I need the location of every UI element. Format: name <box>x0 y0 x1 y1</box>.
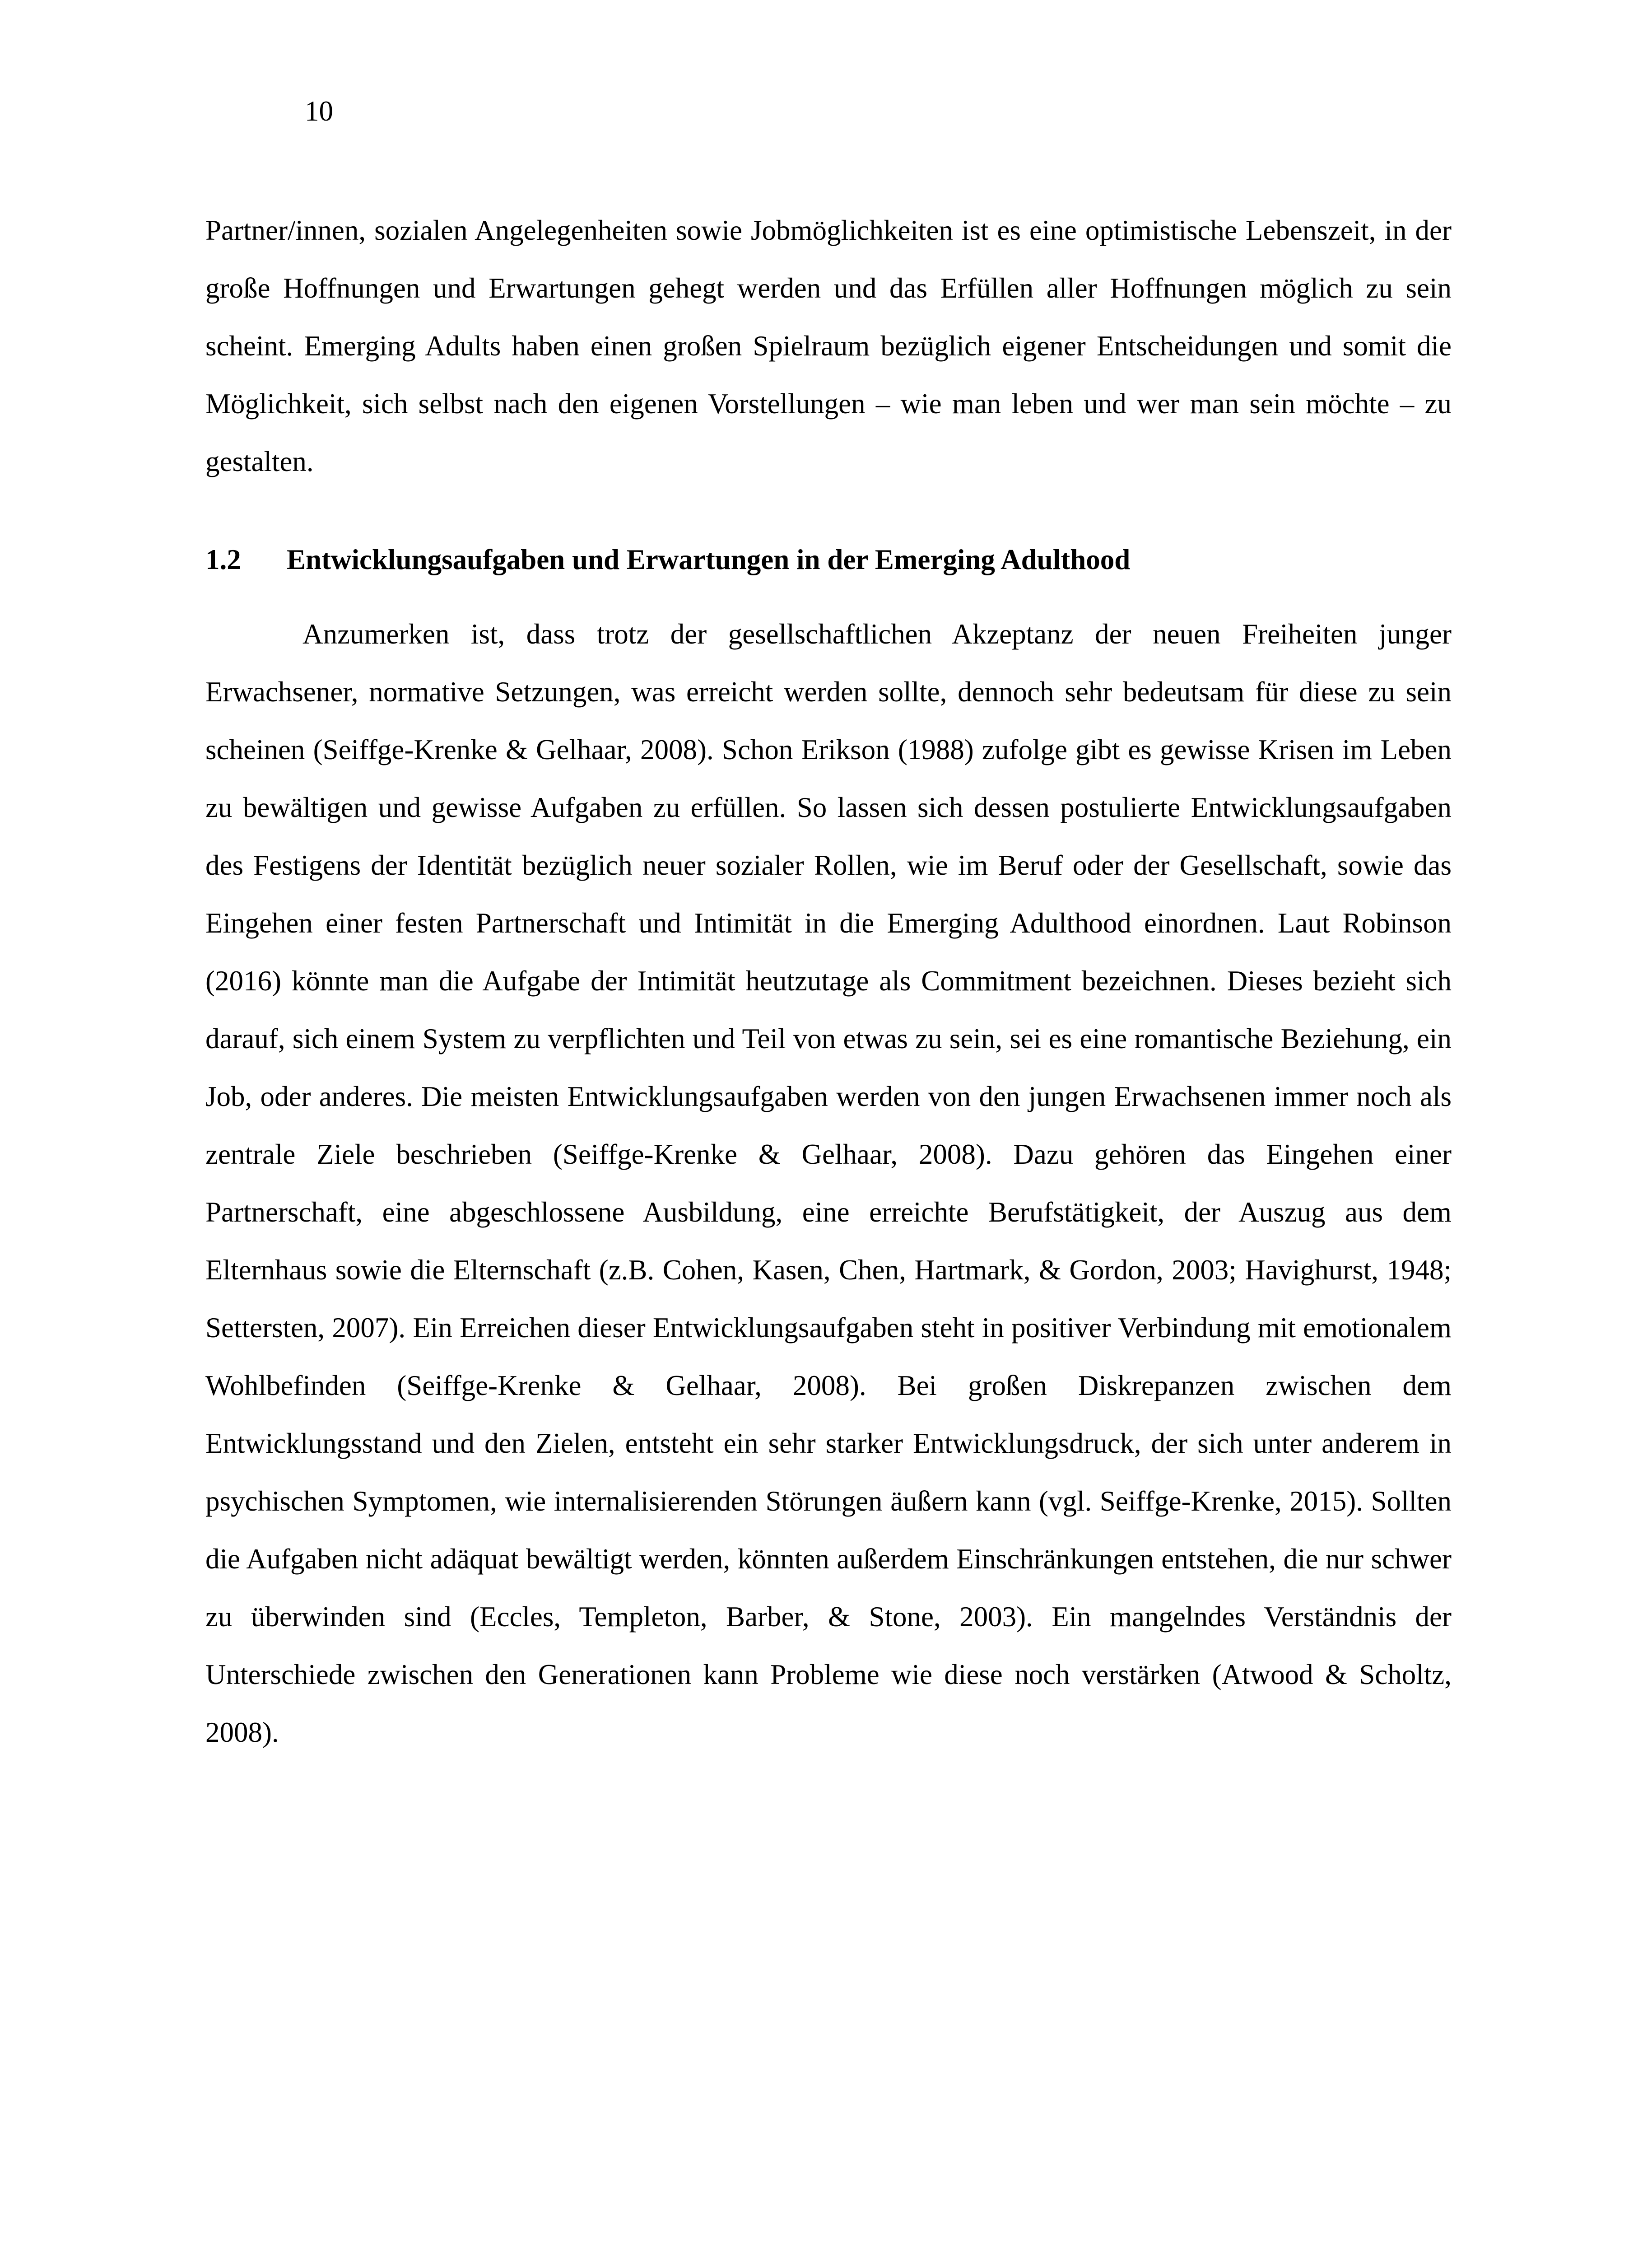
section-heading <box>205 531 1130 588</box>
paragraph-main: Anzumerken ist, dass trotz der gesellschaftlichen Akzeptanz der neuen Freiheiten junger Erwachsener, normative Setzungen, was erreicht werden sollte, dennoch sehr bedeutsam für diese zu sein scheinen (Seiffge-Krenke & Gelhaar, 2008). Schon Erikson (1988) zufolge gibt es gewisse Krisen im Leben zu bewältigen und gewisse Aufgaben zu erfüllen. So lassen sich dessen postulierte Entwicklungsaufgaben des Festigens der Identität bezüglich neuer sozialer Rollen, wie im Beruf oder der Gesellschaft, sowie das Eingehen einer festen Partnerschaft und Intimität in die Emerging Adulthood einordnen. Laut Robinson (2016) könnte man die Aufgabe der Intimität heutzutage als Commitment bezeichnen. Dieses bezieht sich darauf, sich einem System zu verpflichten und Teil von etwas zu sein, sei es eine romantische Beziehung, ein Job, oder anderes. Die meisten Entwicklungsaufgaben werden von den jungen Erwachsenen immer noch als zentrale Ziele beschrieben (Seiffge-Krenke & Gelhaar, 2008). Dazu gehören das Eingehen einer Partnerschaft, eine abgeschlossene Ausbildung, eine erreichte Berufstätigkeit, der Auszug aus dem Elternhaus sowie die Elternschaft (z.B. Cohen, Kasen, Chen, Hartmark, & Gordon, 2003; Havighurst, 1948; Settersten, 2007). Ein Erreichen dieser Entwicklungsaufgaben steht in positiver Verbindung mit emotionalem Wohlbefinden (Seiffge-Krenke & Gelhaar, 2008). Bei großen Diskrepanzen zwischen dem Entwicklungsstand und den Zielen, entsteht ein sehr starker Entwicklungsdruck, der sich unter anderem in psychischen Symptomen, wie internalisierenden Störungen äußern kann (vgl. Seiffge-Krenke, 2015). Sollten die Aufgaben nicht adäquat bewältigt werden, könnten außerdem Einschränkungen entstehen, die nur schwer zu überwinden sind (Eccles, Templeton, Barber, & Stone, 2003). Ein mangelndes Verständnis der Unterschiede zwischen den Generationen kann Probleme wie diese noch verstärken (Atwood & Scholtz, 2008). <box>205 618 1452 1748</box>
paragraph-continuation: Partner/innen, sozialen Angelegenheiten sowie Jobmöglichkeiten ist es eine optimistische Lebenszeit, in der große Hoffnungen und Erwartungen gehegt werden und das Erfüllen aller Hoffnungen möglich zu sein scheint. Emerging Adults haben einen großen Spielraum bezüglich eigener Entscheidungen und somit die Möglichkeit, sich selbst nach den eigenen Vorstellungen – wie man leben und wer man sein möchte – zu gestalten. <box>205 215 1452 477</box>
section-title: Entwicklungsaufgaben und Erwartungen in der Emerging Adulthood <box>287 544 1131 575</box>
section-number: 1.2 <box>205 544 241 575</box>
page-number: 10 <box>305 95 333 127</box>
